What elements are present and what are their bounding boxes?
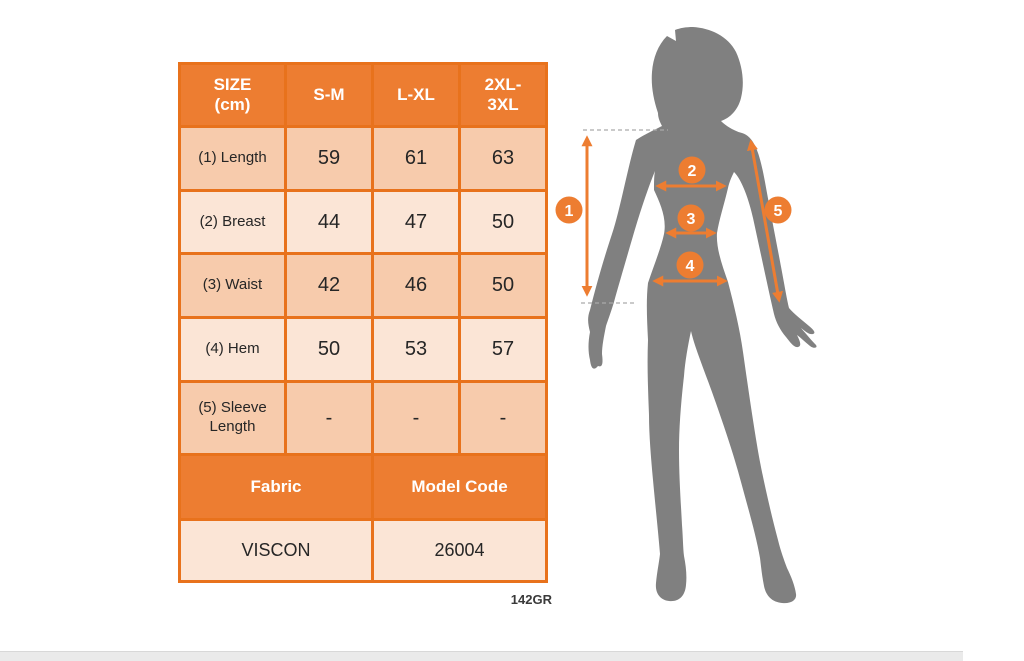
header-2xl3xl-line1: 2XL-	[484, 74, 522, 94]
marker-2-label: 2	[687, 163, 697, 180]
size-value-length-2xl3xl: 63	[461, 128, 545, 189]
size-value-sleeve-2xl3xl: -	[461, 383, 545, 453]
size-value-breast-sm: 44	[287, 192, 371, 252]
body-silhouette	[588, 27, 816, 603]
size-row-label-sleeve: (5) Sleeve Length	[181, 383, 284, 453]
fabric-header: Fabric	[181, 456, 371, 518]
marker-4-label: 4	[685, 258, 695, 275]
marker-5-label: 5	[773, 203, 783, 220]
size-row-label-length: (1) Length	[181, 128, 284, 189]
size-value-breast-lxl: 47	[374, 192, 458, 252]
header-size-line2: (cm)	[214, 95, 251, 114]
size-value-breast-2xl3xl: 50	[461, 192, 545, 252]
size-table-header-size	[181, 65, 284, 125]
size-value-hem-2xl3xl: 57	[461, 319, 545, 380]
size-value-sleeve-sm: -	[287, 383, 371, 453]
measure-marker-1	[556, 197, 583, 224]
size-value-waist-2xl3xl: 50	[461, 255, 545, 316]
model-code-header: Model Code	[374, 456, 545, 518]
weight-note: 142GR	[510, 592, 552, 607]
header-2xl3xl-line2: 3XL	[487, 95, 519, 114]
measure-marker-2	[679, 157, 706, 184]
size-row-label-hem: (4) Hem	[181, 319, 284, 380]
measure-marker-3	[678, 205, 705, 232]
size-table-header-sm: S-M	[287, 65, 371, 125]
size-value-waist-sm: 42	[287, 255, 371, 316]
measure-marker-4	[677, 252, 704, 279]
marker-1-label: 1	[564, 203, 574, 220]
header-size-line1: SIZE	[213, 74, 252, 94]
size-value-waist-lxl: 46	[374, 255, 458, 316]
bottom-divider	[0, 651, 963, 661]
size-value-length-sm: 59	[287, 128, 371, 189]
size-value-sleeve-lxl: -	[374, 383, 458, 453]
size-row-label-waist: (3) Waist	[181, 255, 284, 316]
size-table	[178, 62, 548, 583]
size-value-length-lxl: 61	[374, 128, 458, 189]
size-value-hem-lxl: 53	[374, 319, 458, 380]
measure-marker-5	[765, 197, 792, 224]
size-table-header-lxl: L-XL	[374, 65, 458, 125]
size-row-label-breast: (2) Breast	[181, 192, 284, 252]
size-table-header-2xl3xl	[461, 65, 545, 125]
body-measurement-diagram	[550, 20, 860, 615]
size-value-hem-sm: 50	[287, 319, 371, 380]
fabric-value: VISCON	[181, 521, 371, 580]
model-code-value: 26004	[374, 521, 545, 580]
marker-3-label: 3	[686, 211, 696, 228]
